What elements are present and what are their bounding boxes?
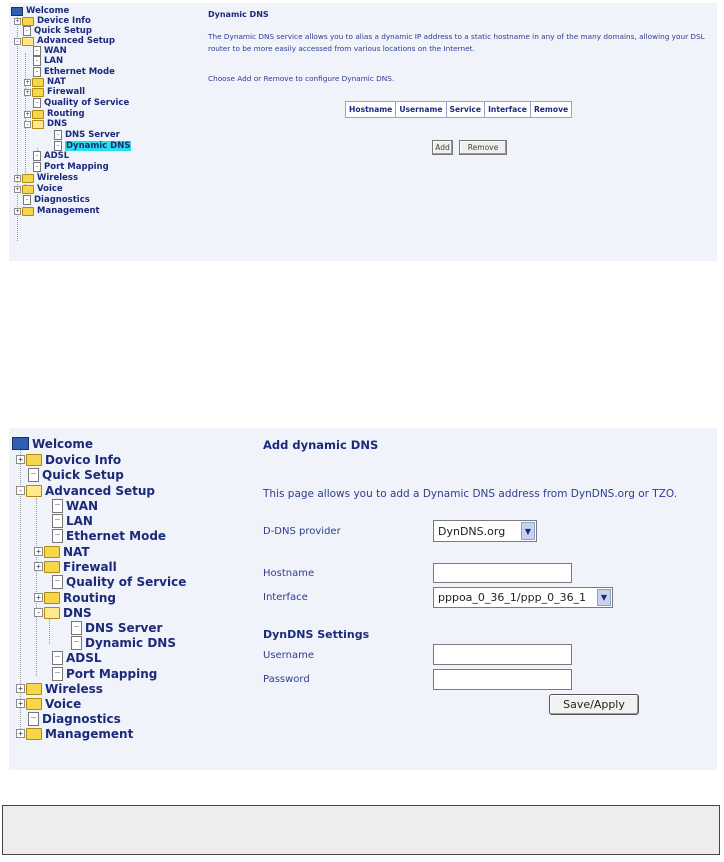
tree-item-device-info[interactable]: + Device Info <box>15 16 91 26</box>
hostname-input[interactable] <box>433 563 572 583</box>
tree-item-quality-of-service[interactable]: Quality of Service <box>33 98 129 108</box>
expand-icon[interactable]: + <box>34 562 43 571</box>
folder-icon <box>44 561 60 573</box>
password-input[interactable] <box>433 669 572 690</box>
page-icon <box>33 46 41 56</box>
tree-item-quick-setup[interactable]: Quick Setup <box>28 467 124 482</box>
expand-icon[interactable]: + <box>15 17 20 25</box>
column-header: Username <box>396 102 446 118</box>
page-icon <box>33 56 41 66</box>
tree-item-management[interactable]: + Management <box>16 726 133 741</box>
hostname-label: Hostname <box>263 568 315 579</box>
tree-item-dynamic-dns[interactable]: Dynamic DNS <box>54 141 131 151</box>
tree-item-ethernet-mode[interactable]: Ethernet Mode <box>52 528 166 543</box>
page-icon <box>28 468 39 482</box>
collapse-icon[interactable]: - <box>15 37 20 45</box>
tree-item-voice[interactable]: + Voice <box>15 184 63 194</box>
tree-item-diagnostics[interactable]: Diagnostics <box>23 195 90 205</box>
folder-icon <box>22 17 34 26</box>
folder-icon <box>32 88 44 97</box>
tree-item-quick-setup[interactable]: Quick Setup <box>23 26 92 36</box>
tree-item-welcome[interactable]: Welcome <box>11 6 69 16</box>
page-icon <box>33 67 41 77</box>
interface-select[interactable]: pppoa_0_36_1/ppp_0_36_1 ▼ <box>433 587 613 608</box>
tree-item-dns-server[interactable]: DNS Server <box>71 620 162 635</box>
chevron-down-icon[interactable]: ▼ <box>521 522 535 540</box>
provider-select[interactable]: DynDNS.org ▼ <box>433 520 537 542</box>
expand-icon[interactable]: + <box>15 185 20 193</box>
expand-icon[interactable]: + <box>25 110 30 118</box>
add-button[interactable]: Add <box>432 140 453 155</box>
page-icon <box>33 151 41 161</box>
expand-icon[interactable]: + <box>16 455 25 464</box>
save-apply-button[interactable]: Save/Apply <box>549 694 639 715</box>
column-header: Service <box>446 102 485 118</box>
page-icon <box>52 667 63 681</box>
tree-item-wan[interactable]: WAN <box>52 498 98 513</box>
column-header: Interface <box>485 102 531 118</box>
computer-icon <box>11 7 23 16</box>
tree-item-adsl[interactable]: ADSL <box>33 151 69 161</box>
tree-item-nat[interactable]: + NAT <box>25 77 66 87</box>
open-folder-icon <box>32 120 44 129</box>
tree-item-firewall[interactable]: + Firewall <box>34 559 117 574</box>
collapse-icon[interactable]: - <box>25 120 30 128</box>
page-description: The Dynamic DNS service allows you to alias a dynamic IP address to a static hostname in any of the many domains, allowing your DSL router to be more easily accessed from various locations on the Internet. <box>208 32 705 53</box>
username-input[interactable] <box>433 644 572 665</box>
dyndns-settings-heading: DynDNS Settings <box>263 628 370 641</box>
tree-item-advanced-setup[interactable]: - Advanced Setup <box>15 36 115 46</box>
tree-item-routing[interactable]: + Routing <box>25 109 85 119</box>
tree-item-voice[interactable]: + Voice <box>16 696 81 711</box>
folder-icon <box>44 546 60 558</box>
provider-label: D-DNS provider <box>263 526 341 537</box>
open-folder-icon <box>44 607 60 619</box>
column-header: Hostname <box>346 102 396 118</box>
open-folder-icon <box>22 37 34 46</box>
page-icon <box>23 195 31 205</box>
page-icon <box>52 651 63 665</box>
computer-icon <box>12 437 29 450</box>
add-dynamic-dns-panel <box>9 428 717 770</box>
password-label: Password <box>263 674 310 685</box>
tree-item-dynamic-dns[interactable]: Dynamic DNS <box>71 635 176 650</box>
page-icon <box>54 130 62 140</box>
folder-icon <box>32 110 44 119</box>
page-icon <box>71 621 82 635</box>
tree-item-advanced-setup[interactable]: - Advanced Setup <box>16 483 155 498</box>
folder-icon <box>44 592 60 604</box>
folder-icon <box>26 454 42 466</box>
tree-item-nat[interactable]: + NAT <box>34 544 90 559</box>
expand-icon[interactable]: + <box>25 78 30 86</box>
folder-icon <box>22 185 34 194</box>
tree-item-wan[interactable]: WAN <box>33 46 67 56</box>
tree-item-management[interactable]: + Management <box>15 206 100 216</box>
page-title: Dynamic DNS <box>208 10 269 19</box>
tree-item-lan[interactable]: LAN <box>33 56 63 66</box>
tree-item-device-info[interactable]: + Dovico Info <box>16 452 121 467</box>
tree-item-firewall[interactable]: + Firewall <box>25 87 86 97</box>
page-icon <box>54 141 62 151</box>
collapse-icon[interactable]: - <box>34 608 43 617</box>
tree-item-adsl[interactable]: ADSL <box>52 650 102 665</box>
interface-label: Interface <box>263 592 308 603</box>
page-icon <box>52 499 63 513</box>
expand-icon[interactable]: + <box>16 699 25 708</box>
tree-item-dns-server[interactable]: DNS Server <box>54 130 120 140</box>
expand-icon[interactable]: + <box>25 88 30 96</box>
page-icon <box>23 26 31 36</box>
dynamic-dns-panel <box>9 3 717 261</box>
expand-icon[interactable]: + <box>16 684 25 693</box>
folder-icon <box>26 683 42 695</box>
tree-item-lan[interactable]: LAN <box>52 513 93 528</box>
page-instruction: Choose Add or Remove to configure Dynamic DNS. <box>208 74 395 83</box>
note-box <box>2 805 720 855</box>
folder-icon <box>26 728 42 740</box>
page-icon <box>33 162 41 172</box>
tree-item-dns[interactable]: - DNS <box>34 605 92 620</box>
tree-item-routing[interactable]: + Routing <box>34 590 116 605</box>
folder-icon <box>22 174 34 183</box>
username-label: Username <box>263 650 314 661</box>
tree-item-welcome[interactable]: Welcome <box>12 436 93 451</box>
tree-item-port-mapping[interactable]: Port Mapping <box>52 666 157 681</box>
chevron-down-icon[interactable]: ▼ <box>597 589 611 606</box>
tree-item-wireless[interactable]: + Wireless <box>15 173 79 183</box>
collapse-icon[interactable]: - <box>16 486 25 495</box>
page-icon <box>52 575 63 589</box>
page-icon <box>71 636 82 650</box>
expand-icon[interactable]: + <box>15 207 20 215</box>
remove-button[interactable]: Remove <box>459 140 507 155</box>
page-icon <box>52 514 63 528</box>
expand-icon[interactable]: + <box>34 593 43 602</box>
tree-item-quality-of-service[interactable]: Quality of Service <box>52 574 186 589</box>
dynamic-dns-table <box>345 101 572 118</box>
page-description: This page allows you to add a Dynamic DNS address from DynDNS.org or TZO. <box>263 488 678 500</box>
folder-icon <box>32 78 44 87</box>
tree-item-diagnostics[interactable]: Diagnostics <box>28 711 121 726</box>
expand-icon[interactable]: + <box>34 547 43 556</box>
expand-icon[interactable]: + <box>16 729 25 738</box>
page-icon <box>33 98 41 108</box>
column-header: Remove <box>530 102 571 118</box>
tree-item-dns[interactable]: - DNS <box>25 119 68 129</box>
page-icon <box>52 529 63 543</box>
folder-icon <box>22 207 34 216</box>
page-icon <box>28 712 39 726</box>
tree-item-ethernet-mode[interactable]: Ethernet Mode <box>33 67 115 77</box>
page-title: Add dynamic DNS <box>263 438 379 452</box>
expand-icon[interactable]: + <box>15 174 20 182</box>
table-header-row <box>346 102 572 118</box>
folder-icon <box>26 698 42 710</box>
tree-item-port-mapping[interactable]: Port Mapping <box>33 162 109 172</box>
open-folder-icon <box>26 485 42 497</box>
tree-item-wireless[interactable]: + Wireless <box>16 681 103 696</box>
